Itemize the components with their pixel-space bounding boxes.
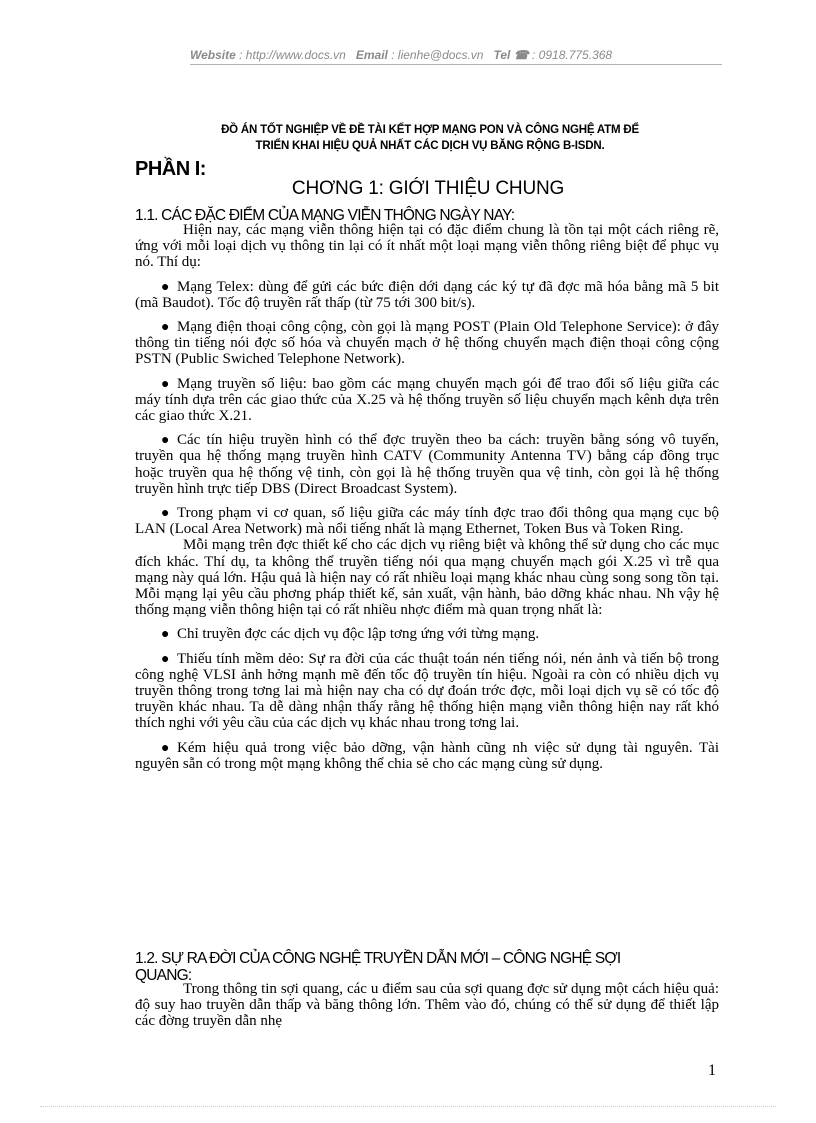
bullet-text: Trong phạm vi cơ quan, số liệu giữa các máy tính đợc trao đổi thông qua mạng cục bộ LAN (Local Area Network) mà nổi tiếng nhất là mạng Ethernet, Token Bus và Token Ring. [135, 505, 719, 538]
chapter-title: CHƠNG 1: GIỚI THIỆU CHUNG [291, 178, 565, 199]
section-1-1-heading: 1.1. CÁC ĐẶC ĐIỂM CỦA MẠNG VIỄN THÔNG NGÀY NAY: [135, 207, 515, 224]
bullet-icon: ● [161, 279, 170, 295]
email-value: : lienhe@docs.vn [391, 48, 484, 62]
bullet-text: Mạng Telex: dùng để gửi các bức điện dới dạng các ký tự đã đợc mã hóa bằng mã 5 bit (mã Baudot). Tốc độ truyền rất thấp (từ 75 tới 300 bit/s). [135, 278, 719, 311]
bullet-text: Chỉ truyền đợc các dịch vụ độc lập tơng ứng với từng mạng. [177, 626, 540, 643]
section-1-1-body [135, 222, 719, 772]
bullet-text: Mạng điện thoại công cộng, còn gọi là mạng POST (Plain Old Telephone Service): ở đây thông tin tiếng nói đợc số hóa và chuyển mạch ở hệ thống chuyển mạch điện thoại công cộng PSTN (Public Swiched Telephone Network). [135, 319, 719, 368]
bullet-item [135, 626, 719, 642]
paragraph: Trong thông tin sợi quang, các u điểm sau của sợi quang đợc sử dụng một cách hiệu quả: độ suy hao truyền dẫn thấp và băng thông lớn. Thêm vào đó, chúng có thể sử dụng để thiết lập các đờng truyền dẫn nhẹ [135, 981, 719, 1030]
bullet-item [135, 319, 719, 368]
bullet-item [135, 376, 719, 425]
bullet-item [135, 279, 719, 311]
bullet-icon: ● [161, 740, 170, 756]
bullet-item [135, 740, 719, 772]
section-1-2-body [135, 981, 719, 1030]
bullet-icon: ● [161, 320, 170, 336]
paragraph: Hiện nay, các mạng viễn thông hiện tại có đặc điểm chung là tồn tại một cách riêng rẽ, ứng với mỗi loại dịch vụ thông tin lại có ít nhất một loại mạng viễn thông riêng biệt để phục vụ nó. Thí dụ: [135, 222, 719, 271]
website-label: Website [190, 48, 236, 62]
document-title-line-1: ĐỒ ÁN TỐT NGHIỆP VỀ ĐỀ TÀI KẾT HỢP MẠNG PON VÀ CÔNG NGHỆ ATM ĐỂ [221, 124, 639, 136]
bullet-item [135, 651, 719, 732]
bullet-text: Kém hiệu quả trong việc bảo dỡng, vận hành cũng nh việc sử dụng tài nguyên. Tài nguyên sẵn có trong một mạng không thể chia sẻ cho các mạng cùng sử dụng. [135, 739, 719, 772]
bullet-text: Thiếu tính mềm dẻo: Sự ra đời của các thuật toán nén tiếng nói, nén ảnh và tiến bộ trong công nghệ VLSI ảnh hởng mạnh mẽ đến tốc độ truyền tín hiệu. Ngoài ra còn có nhiều dịch vụ truyền thông trong tơng lai mà hiện nay cha có dự đoán trớc đợc, mỗi loại dịch vụ sẽ có tốc độ truyền khác nhau. Ta dễ dàng nhận thấy rằng hệ thống hiện mạng viễn thông hiện nay rất khó thích nghi với yêu cầu của các dịch vụ khác nhau trong tơng lai. [135, 650, 719, 732]
bullet-text: Các tín hiệu truyền hình có thể đợc truyền theo ba cách: truyền bằng sóng vô tuyến, truyền qua hệ thống mạng truyền hình CATV (Community Antenna TV) bằng cáp đồng trục hoặc truyền qua hệ thống vệ tinh, còn gọi là hệ thống truyền qua vệ tinh, còn gọi là hệ thống truyền hình trực tiếp DBS (Direct Broadcast System). [135, 432, 719, 497]
bullet-icon: ● [161, 651, 170, 667]
bullet-icon: ● [161, 376, 170, 392]
section-1-2-heading: 1.2. SỰ RA ĐỜI CỦA CÔNG NGHỆ TRUYỀN DẪN MỚI – CÔNG NGHỆ SỢI QUANG: [135, 950, 621, 984]
tel-value: : 0918.775.368 [532, 48, 613, 62]
tel-label: Tel ☎ [493, 48, 529, 62]
bullet-icon: ● [161, 627, 170, 643]
part-title: PHẦN I: [135, 158, 206, 180]
bullet-item [135, 432, 719, 497]
header-divider [190, 64, 722, 65]
bullet-text: Mạng truyền số liệu: bao gồm các mạng chuyển mạch gói để trao đổi số liệu giữa các máy tính dựa trên các giao thức của X.25 và hệ thống truyền số liệu chuyển mạch kênh dựa trên các giao thức X.21. [135, 375, 719, 425]
website-value: : http://www.docs.vn [239, 48, 346, 62]
site-header [190, 48, 730, 62]
bullet-icon: ● [161, 506, 170, 522]
bullet-icon: ● [161, 433, 170, 449]
bullet-item [135, 505, 719, 537]
document-title-line-2: TRIỂN KHAI HIỆU QUẢ NHẤT CÁC DỊCH VỤ BĂNG RỘNG B-ISDN. [255, 140, 605, 152]
email-label: Email [355, 48, 388, 62]
paragraph: Mỗi mạng trên đợc thiết kế cho các dịch vụ riêng biệt và không thể sử dụng cho các mục đích khác. Thí dụ, ta không thể truyền tiếng nói qua mạng chuyển mạch gói X.25 vì trễ qua mạng này quá lớn. Hậu quả là hiện nay có rất nhiều loại mạng khác nhau cùng song song tồn tại. Mỗi mạng lại yêu cầu phơng pháp thiết kế, sản xuất, vận hành, bảo dỡng khác nhau. Nh vậy hệ thống mạng viễn thông hiện tại có rất nhiều nhợc điểm mà quan trọng nhất là: [135, 537, 719, 619]
document-title [130, 122, 730, 154]
footer-divider [40, 1106, 776, 1107]
page-number: 1 [708, 1062, 716, 1079]
